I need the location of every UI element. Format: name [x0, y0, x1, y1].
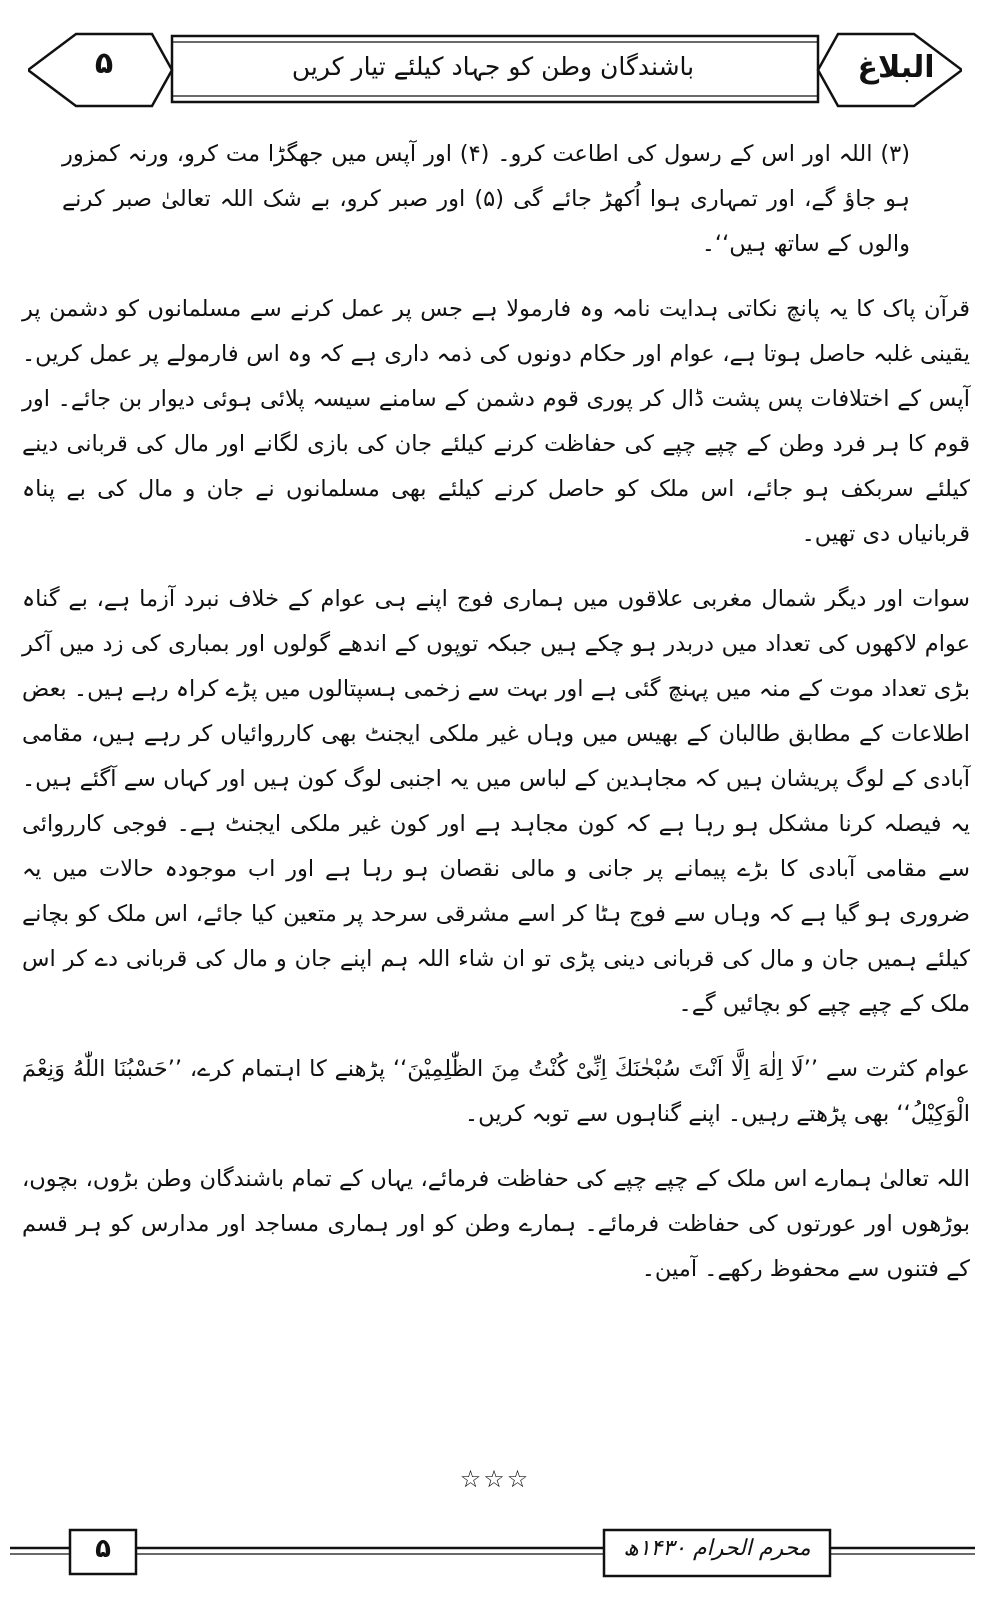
- paragraph: اللہ تعالیٰ ہمارے اس ملک کے چپے چپے کی حفاظت فرمائے، یہاں کے تمام باشندگان وطن بڑوں، بچوں، بوڑھوں اور عورتوں کی حفاظت فرمائے۔ ہمارے وطن کو اور ہماری مساجد اور مدارس کو ہر قسم کے فتنوں سے محفوظ رکھے۔ آمین۔: [22, 1166, 970, 1282]
- footer-frame: [0, 1526, 990, 1582]
- page-title: باشندگان وطن کو جہاد کیلئے تیار کریں: [291, 52, 695, 81]
- article-body: [22, 132, 970, 1312]
- page-footer: [0, 1526, 990, 1582]
- paragraph: سوات اور دیگر شمال مغربی علاقوں میں ہماری فوج اپنے ہی عوام کے خلاف نبرد آزما ہے، بے گناہ عوام لاکھوں کی تعداد میں دربدر ہو چکے ہیں جبکہ توپوں کے اندھے گولوں اور بمباری کی زد میں آکر بڑی تعداد موت کے منہ میں پہنچ گئی ہے اور بہت سے زخمی ہسپتالوں میں پڑے کراہ رہے ہیں۔ بعض اطلاعات کے مطابق طالبان کے بھیس میں وہاں غیر ملکی ایجنٹ بھی کارروائیاں کر رہے ہیں، مقامی آبادی کے لوگ پریشان ہیں کہ مجاہدین کے لباس میں یہ اجنبی لوگ کون ہیں اور کہاں سے آگئے ہیں۔ یہ فیصلہ کرنا مشکل ہو رہا ہے کہ کون مجاہد ہے اور کون غیر ملکی ایجنٹ ہے۔ فوجی کارروائی سے مقامی آبادی کا بڑے پیمانے پر جانی و مالی نقصان ہو رہا ہے اور اب موجودہ حالات میں یہ ضروری ہو گیا ہے کہ وہاں سے فوج ہٹا کر اسے مشرقی سرحد پر متعین کیا جائے، اس ملک کو بچانے کیلئے ہمیں جان و مال کی قربانی دینی پڑی تو ان شاء اللہ ہم اپنے جان و مال کی قربانی دے کر اس ملک کے چپے چپے کو بچائیں گے۔: [22, 586, 970, 1017]
- paragraph: قرآن پاک کا یہ پانچ نکاتی ہدایت نامہ وہ فارمولا ہے جس پر عمل کرنے سے مسلمانوں کو دشمن پر یقینی غلبہ حاصل ہوتا ہے، عوام اور حکام دونوں کی ذمہ داری ہے کہ وہ اس فارمولے پر عمل کریں۔ آپس کے اختلافات پس پشت ڈال کر پوری قوم دشمن کے سامنے سیسہ پلائی ہوئی دیوار بن جائے۔ اور قوم کا ہر فرد وطن کے چپے چپے کی حفاظت کرنے کیلئے جان کی بازی لگانے اور مال کی قربانی دینے کیلئے سربکف ہو جائے، اس ملک کو حاصل کرنے کیلئے بھی مسلمانوں نے جان و مال کی بے پناہ قربانیاں دی تھیں۔: [22, 296, 970, 547]
- header-page-number: ۵: [94, 46, 114, 81]
- section-stars: ☆☆☆: [459, 1465, 531, 1493]
- page-header: [28, 30, 962, 110]
- quote-paragraph: (۳) اللہ اور اس کے رسول کی اطاعت کرو۔ (۴) اور آپس میں جھگڑا مت کرو، ورنہ کمزور ہو جاؤ گے، اور تمہاری ہوا اُکھڑ جائے گی (۵) اور صبر کرو، بے شک اللہ تعالیٰ صبر کرنے والوں کے ساتھ ہیں‘‘۔: [62, 141, 910, 257]
- magazine-logo: البلاغ: [857, 50, 935, 85]
- paragraph: عوام کثرت سے ’’لَا اِلٰهَ اِلَّا اَنْتَ سُبْحٰنَكَ اِنِّیْ كُنْتُ مِنَ الظّٰلِمِیْنَ‘‘ پڑھنے کا اہتمام کرے، ’’حَسْبُنَا اللّٰهُ وَنِعْمَ الْوَكِیْلُ‘‘ بھی پڑھتے رہیں۔ اپنے گناہوں سے توبہ کریں۔: [22, 1056, 970, 1127]
- footer-page-number: ۵: [95, 1534, 111, 1564]
- issue-date: محرم الحرام ۱۴۳۰ھ: [623, 1536, 811, 1561]
